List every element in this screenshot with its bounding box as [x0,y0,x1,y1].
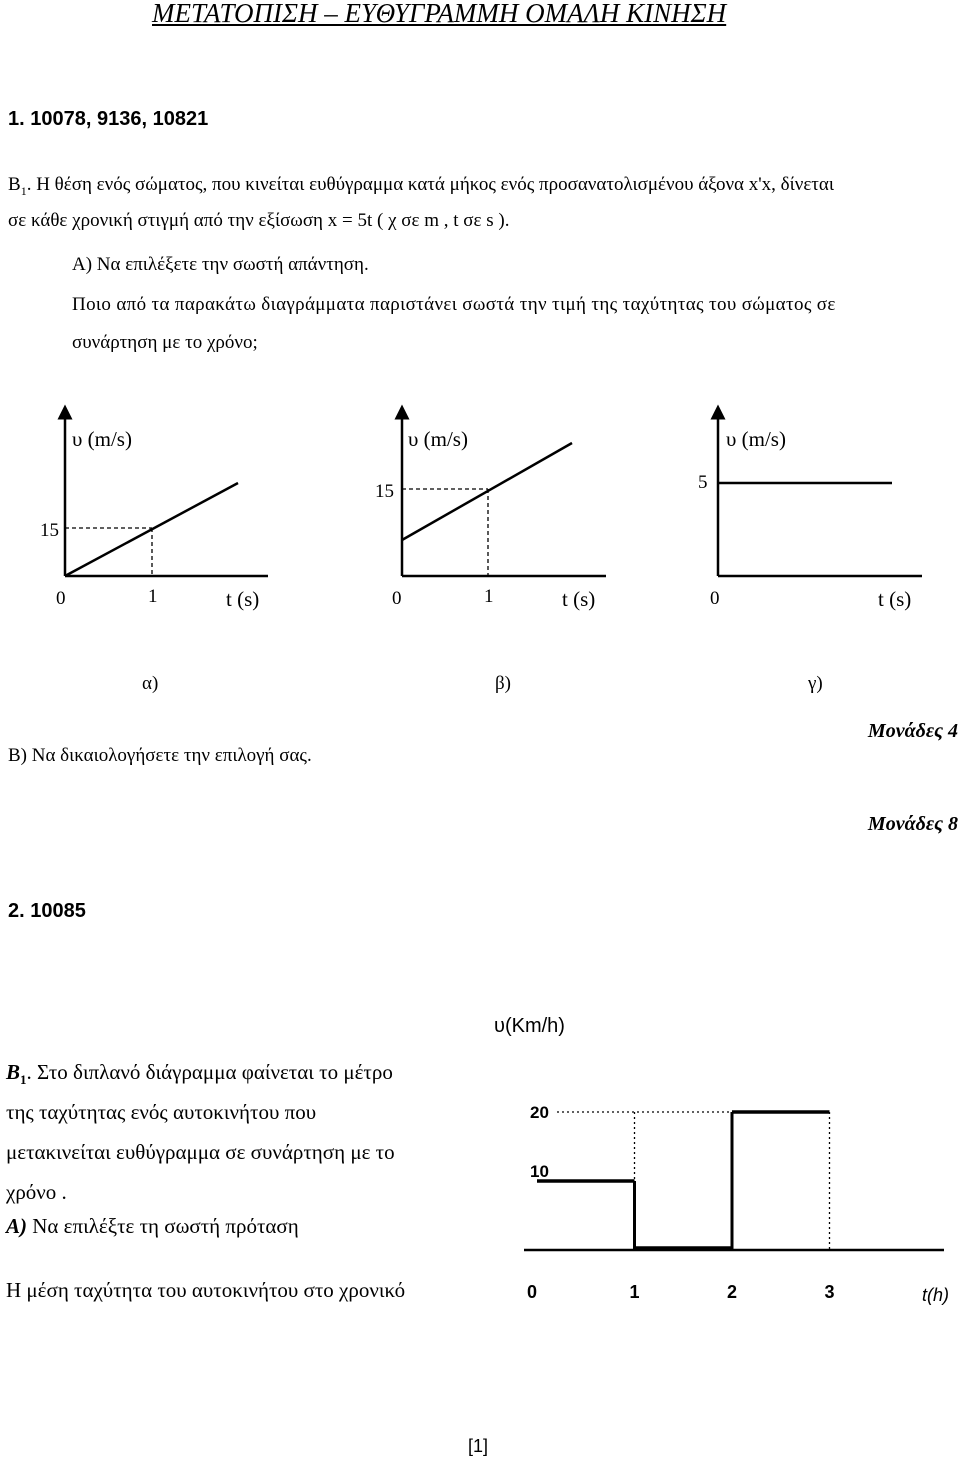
q1-part-a: Α) Να επιλέξετε την σωστή απάντηση. [72,254,369,275]
chart-xtick-0: 0 [527,1282,538,1302]
q1-question-line2: συνάρτηση με το χρόνο; [72,332,258,353]
chart-xtick-1: 1 [629,1282,640,1302]
q1-part-b: Β) Να δικαιολογήσετε την επιλογή σας. [8,745,312,766]
choice-c-label: γ) [808,673,823,694]
graph-c-origin: 0 [710,588,720,609]
q1-question-line1: Ποιο από τα παρακάτω διαγράμματα παριστάνει σωστά την τιμή της ταχύτητας του σώματος σε [72,294,836,315]
q1-statement-line2: σε κάθε χρονική στιγμή από την εξίσωση x = 5t ( χ σε m , t σε s ). [8,210,510,231]
graph-a-xtick: 1 [148,586,158,607]
q2-statement-line4: χρόνο . [6,1180,67,1204]
graph-b-ylabel: υ (m/s) [408,427,468,451]
q2-part-a: Α) Να επιλέξτε τη σωστή πρόταση [6,1214,299,1238]
q2-statement-line1: $B_1$. Στο διπλανό διάγραμμα φαίνεται το μέτρο [6,1060,393,1088]
q2-statement-line3: μετακινείται ευθύγραμμα σε συνάρτηση με το [6,1140,395,1164]
chart-ytick-10: 10 [530,1162,549,1181]
marks-b: Μονάδες 8 [867,813,958,835]
graph-b-origin: 0 [392,588,402,609]
question-1-heading: 1. 10078, 9136, 10821 [8,108,209,130]
chart-ytick-20: 20 [530,1103,549,1122]
graph-a-xlabel: t (s) [226,587,260,611]
graph-c [698,412,922,611]
graph-b-xtick: 1 [484,586,494,607]
q1-graphs [0,400,960,630]
choice-b-label: β) [495,673,511,694]
q2-last-line: Η μέση ταχύτητα του αυτοκινήτου στο χρονικό [6,1278,406,1302]
q1-statement-line1: $B_1$. Η θέση ενός σώματος, που κινείται ευθύγραμμα κατά μήκος ενός προσανατολισμένου άξονα x'x, δίνεται [8,174,835,198]
graph-c-xlabel: t (s) [878,587,912,611]
graph-a [40,412,268,611]
chart-xtick-2: 2 [727,1282,738,1302]
graph-b-line [402,443,572,540]
graph-c-ylabel: υ (m/s) [726,427,786,451]
chart-xlabel: t(h) [922,1285,949,1305]
page-number: [1] [468,1436,489,1456]
q2-statement-line2: της ταχύτητας ενός αυτοκινήτου που [6,1100,317,1124]
graph-c-ytick: 5 [698,472,708,493]
page-title: ΜΕΤΑΤΟΠΙΣΗ – ΕΥΘΥΓΡΑΜΜΗ ΟΜΑΛΗ ΚΙΝΗΣΗ [152,0,727,28]
graph-b-xlabel: t (s) [562,587,596,611]
speed-time-chart [480,1000,960,1330]
graph-a-ytick: 15 [40,520,59,541]
chart-xtick-3: 3 [824,1282,835,1302]
marks-a: Μονάδες 4 [867,720,958,742]
choice-a-label: α) [142,673,159,694]
graph-a-origin: 0 [56,588,66,609]
graph-b [375,412,606,611]
question-2-heading: 2. 10085 [8,900,86,922]
graph-a-ylabel: υ (m/s) [72,427,132,451]
chart-ylabel: υ(Km/h) [494,1015,565,1037]
graph-b-ytick: 15 [375,481,394,502]
